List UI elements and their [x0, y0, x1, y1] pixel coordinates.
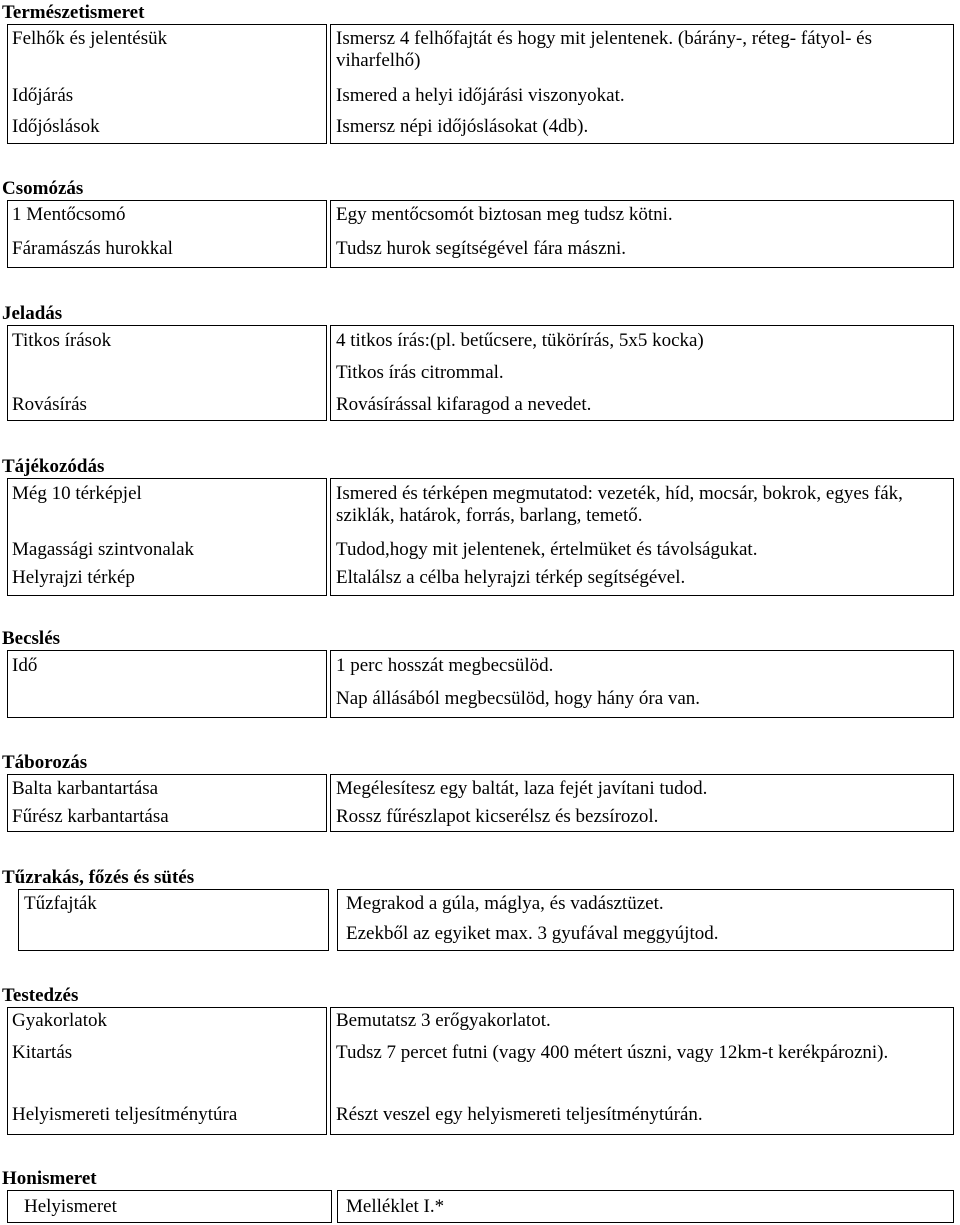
row-desc-idojoslasok: Ismersz népi időjóslásokat (4db).: [336, 116, 589, 137]
section-title-testedzes: Testedzés: [2, 985, 79, 1006]
row-label-titkos-irasok: Titkos írások: [12, 330, 112, 351]
row-label-szintvonalak: Magassági szintvonalak: [12, 539, 195, 560]
row-desc-teljesitmenytura: Részt veszel egy helyismereti teljesítménytúrán.: [336, 1104, 703, 1125]
row-label-rovasiras: Rovásírás: [12, 394, 87, 415]
row-desc-perc: 1 perc hosszát megbecsülöd.: [336, 655, 554, 676]
row-label-terkepjel: Még 10 térképjel: [12, 483, 142, 504]
row-desc-idojaras: Ismered a helyi időjárási viszonyokat.: [336, 85, 625, 106]
section-title-becsles: Becslés: [2, 628, 61, 649]
row-label-mentocsomo: 1 Mentőcsomó: [12, 204, 126, 225]
row-desc-titkos-irasok: 4 titkos írás:(pl. betűcsere, tükörírás, 5x5 kocka): [336, 330, 704, 351]
section-title-termeszetismeret: Természetismeret: [2, 2, 145, 23]
row-desc-nap: Nap állásából megbecsülöd, hogy hány óra van.: [336, 688, 701, 709]
label-box-becsles: [7, 650, 327, 718]
row-desc-faramaszas: Tudsz hurok segítségével fára mászni.: [336, 238, 627, 259]
row-desc-felhok: Ismersz 4 felhőfajtát és hogy mit jelentenek. (bárány-, réteg- fátyol- és viharfelhő): [336, 28, 873, 71]
row-label-idojaras: Időjárás: [12, 85, 74, 106]
row-label-kitartas: Kitartás: [12, 1042, 73, 1063]
row-desc-melleklet: Melléklet I.*: [346, 1196, 445, 1217]
row-label-helyrajzi: Helyrajzi térkép: [12, 567, 135, 588]
row-label-furesz: Fűrész karbantartása: [12, 806, 169, 827]
row-desc-terkepjel: Ismered és térképen megmutatod: vezeték, híd, mocsár, bokrok, egyes fák, sziklák, határok, forrás, barlang, temető.: [336, 483, 903, 526]
section-title-jeladas: Jeladás: [2, 303, 63, 324]
row-desc-balta: Megélesítesz egy baltát, laza fejét javítani tudod.: [336, 778, 708, 799]
row-desc-helyrajzi: Eltalálsz a célba helyrajzi térkép segítségével.: [336, 567, 686, 588]
section-title-tuzrakas: Tűzrakás, főzés és sütés: [2, 867, 195, 888]
row-label-tuzfajtak: Tűzfajták: [24, 893, 97, 914]
row-desc-rovasiras: Rovásírással kifaragod a nevedet.: [336, 394, 592, 415]
row-desc-kitartas: Tudsz 7 percet futni (vagy 400 métert úszni, vagy 12km-t kerékpározni).: [336, 1042, 889, 1063]
row-desc-tuzfajtak: Megrakod a gúla, máglya, és vadásztüzet.: [346, 893, 664, 914]
row-desc-furesz: Rossz fűrészlapot kicserélsz és bezsírozol.: [336, 806, 659, 827]
row-desc-mentocsomo: Egy mentőcsomót biztosan meg tudsz kötni.: [336, 204, 673, 225]
row-label-faramaszas: Fáramászás hurokkal: [12, 238, 173, 259]
row-label-gyakorlatok: Gyakorlatok: [12, 1010, 107, 1031]
section-title-honismeret: Honismeret: [2, 1168, 97, 1189]
section-title-taborozas: Táborozás: [2, 752, 88, 773]
row-label-idojoslasok: Időjóslások: [12, 116, 100, 137]
section-title-tajekozodas: Tájékozódás: [2, 456, 105, 477]
row-desc-citrom: Titkos írás citrommal.: [336, 362, 504, 383]
row-label-teljesitmenytura: Helyismereti teljesítménytúra: [12, 1104, 238, 1125]
row-label-balta: Balta karbantartása: [12, 778, 159, 799]
row-label-ido: Idő: [12, 655, 38, 676]
row-desc-szintvonalak: Tudod,hogy mit jelentenek, értelmüket és távolságukat.: [336, 539, 758, 560]
row-desc-gyakorlatok: Bemutatsz 3 erőgyakorlatot.: [336, 1010, 551, 1031]
section-title-csomozas: Csomózás: [2, 178, 84, 199]
row-label-helyismeret: Helyismeret: [24, 1196, 117, 1217]
row-desc-gyufa: Ezekből az egyiket max. 3 gyufával meggyújtod.: [346, 923, 719, 944]
row-label-felhok: Felhők és jelentésük: [12, 28, 168, 49]
